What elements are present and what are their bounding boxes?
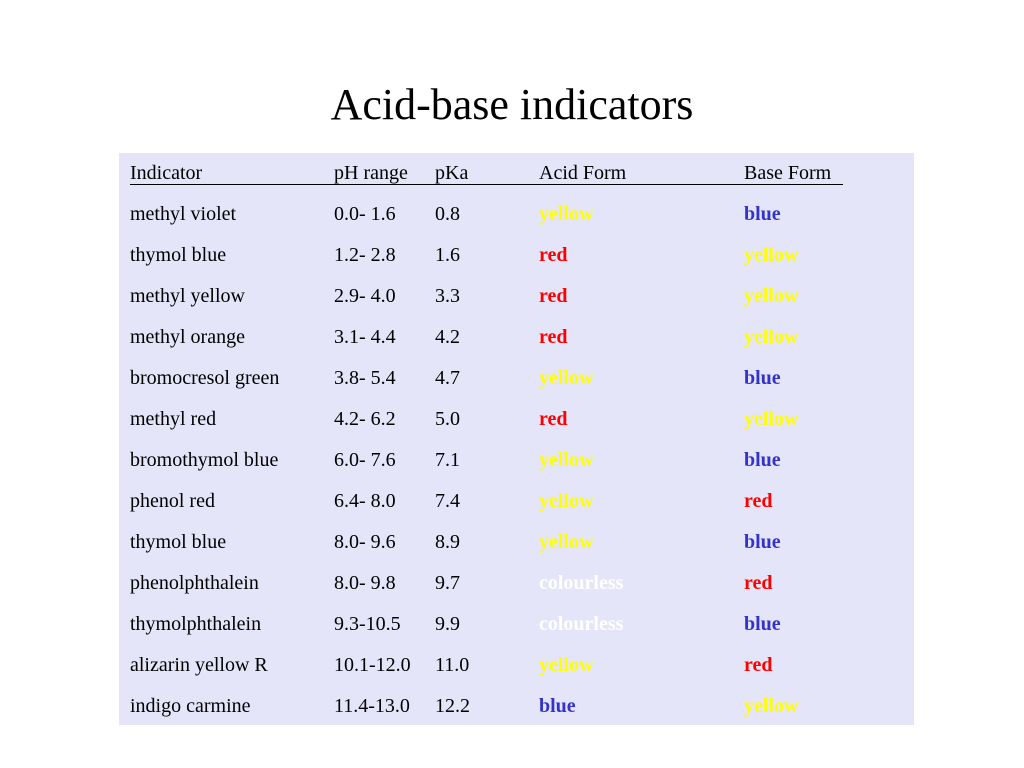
cell-acid-form: colourless (539, 613, 624, 635)
cell-acid-form: red (539, 408, 568, 430)
indicator-table (119, 153, 914, 725)
table-row (119, 522, 914, 563)
cell-indicator: alizarin yellow R (130, 654, 268, 676)
table-row (119, 604, 914, 645)
cell-ph-range: 3.8- 5.4 (334, 367, 396, 389)
cell-ph-range: 6.0- 7.6 (334, 449, 396, 471)
header-acid-form: Acid Form (539, 162, 627, 184)
cell-acid-form: yellow (539, 654, 594, 676)
cell-pka: 7.1 (435, 449, 460, 471)
header-underline-pka (435, 184, 539, 185)
cell-ph-range: 8.0- 9.6 (334, 531, 396, 553)
cell-pka: 1.6 (435, 244, 460, 266)
cell-indicator: thymol blue (130, 244, 227, 266)
cell-indicator: indigo carmine (130, 695, 251, 717)
cell-base-form: yellow (744, 326, 799, 348)
cell-ph-range: 11.4-13.0 (334, 695, 410, 717)
cell-base-form: red (744, 572, 773, 594)
cell-base-form: yellow (744, 285, 799, 307)
table-row (119, 317, 914, 358)
cell-indicator: phenol red (130, 490, 215, 512)
cell-ph-range: 10.1-12.0 (334, 654, 411, 676)
header-ph-range: pH range (334, 162, 408, 184)
cell-ph-range: 2.9- 4.0 (334, 285, 396, 307)
cell-ph-range: 1.2- 2.8 (334, 244, 396, 266)
table-row (119, 686, 914, 727)
cell-base-form: blue (744, 203, 781, 225)
table-row (119, 563, 914, 604)
cell-ph-range: 3.1- 4.4 (334, 326, 396, 348)
cell-pka: 12.2 (435, 695, 470, 717)
cell-base-form: blue (744, 449, 781, 471)
cell-indicator: methyl yellow (130, 285, 245, 307)
table-row (119, 440, 914, 481)
cell-pka: 3.3 (435, 285, 460, 307)
cell-acid-form: blue (539, 695, 576, 717)
slide-title: Acid-base indicators (330, 80, 694, 129)
cell-indicator: methyl red (130, 408, 217, 430)
cell-pka: 0.8 (435, 203, 460, 225)
cell-acid-form: yellow (539, 449, 594, 471)
cell-pka: 4.2 (435, 326, 460, 348)
cell-pka: 11.0 (435, 654, 470, 676)
cell-ph-range: 0.0- 1.6 (334, 203, 396, 225)
table-row (119, 358, 914, 399)
cell-pka: 7.4 (435, 490, 460, 512)
cell-pka: 9.7 (435, 572, 460, 594)
cell-ph-range: 4.2- 6.2 (334, 408, 396, 430)
header-underline-base (744, 184, 843, 185)
cell-base-form: yellow (744, 408, 799, 430)
cell-base-form: blue (744, 367, 781, 389)
cell-indicator: bromocresol green (130, 367, 280, 389)
cell-indicator: thymolphthalein (130, 613, 262, 635)
cell-indicator: phenolphthalein (130, 572, 259, 594)
table-row (119, 645, 914, 686)
cell-pka: 8.9 (435, 531, 460, 553)
header-pka: pKa (435, 162, 469, 184)
cell-ph-range: 9.3-10.5 (334, 613, 401, 635)
cell-base-form: blue (744, 613, 781, 635)
cell-base-form: red (744, 490, 773, 512)
cell-indicator: methyl violet (130, 203, 237, 225)
cell-acid-form: yellow (539, 490, 594, 512)
cell-acid-form: red (539, 285, 568, 307)
cell-acid-form: yellow (539, 367, 594, 389)
cell-base-form: yellow (744, 244, 799, 266)
cell-base-form: yellow (744, 695, 799, 717)
cell-base-form: blue (744, 531, 781, 553)
table-row (119, 194, 914, 235)
cell-acid-form: colourless (539, 572, 624, 594)
cell-indicator: methyl orange (130, 326, 245, 348)
table-header-row (119, 153, 914, 194)
cell-pka: 9.9 (435, 613, 460, 635)
cell-ph-range: 6.4- 8.0 (334, 490, 396, 512)
cell-acid-form: yellow (539, 531, 594, 553)
cell-indicator: bromothymol blue (130, 449, 279, 471)
cell-acid-form: red (539, 244, 568, 266)
cell-base-form: red (744, 654, 773, 676)
header-base-form: Base Form (744, 162, 832, 184)
header-indicator: Indicator (130, 162, 203, 184)
table-row (119, 235, 914, 276)
table-row (119, 276, 914, 317)
cell-acid-form: red (539, 326, 568, 348)
cell-ph-range: 8.0- 9.8 (334, 572, 396, 594)
table-row (119, 399, 914, 440)
table-row (119, 481, 914, 522)
cell-pka: 4.7 (435, 367, 460, 389)
cell-pka: 5.0 (435, 408, 460, 430)
cell-indicator: thymol blue (130, 531, 227, 553)
header-underline-acid (539, 184, 744, 185)
header-underline-range (334, 184, 435, 185)
cell-acid-form: yellow (539, 203, 594, 225)
header-underline-indicator (130, 184, 334, 185)
